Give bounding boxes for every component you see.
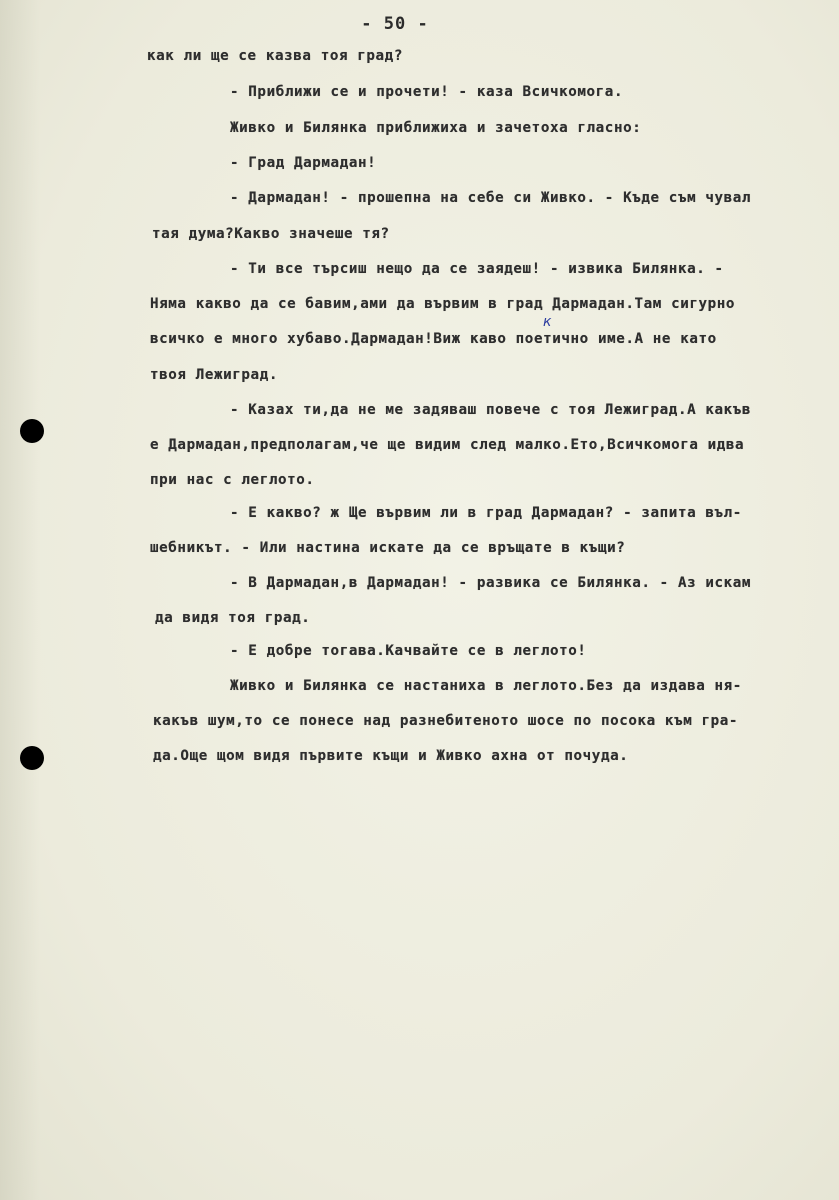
text-line: - В Дармадан,в Дармадан! - развика се Билянка. - Аз искам	[230, 575, 752, 591]
text-line: - Приближи се и прочети! - каза Всичкомога.	[230, 84, 624, 100]
text-line: Живко и Билянка се настаниха в леглото.Без да издава ня-	[230, 678, 742, 694]
handwritten-correction: к	[543, 314, 552, 330]
text-line: - Казах ти,да не ме задяваш повече с тоя Лежиград.А какъв	[230, 402, 752, 418]
punch-hole	[20, 419, 44, 443]
text-line: тая дума?Какво значеше тя?	[152, 226, 390, 242]
text-line: - Дармадан! - прошепна на себе си Живко. - Къде съм чувал	[230, 190, 752, 206]
text-line: при нас с леглото.	[150, 472, 315, 488]
text-line: всичко е много хубаво.Дармадан!Виж каво поетично име.А не като	[150, 331, 717, 347]
text-line: твоя Лежиград.	[150, 367, 278, 383]
text-line: как ли ще се казва тоя град?	[147, 48, 403, 64]
text-line: Няма какво да се бавим,ами да вървим в град Дармадан.Там сигурно	[150, 296, 736, 312]
text-line: - Град Дармадан!	[230, 155, 377, 171]
text-line: е Дармадан,предполагам,че ще видим след малко.Ето,Всичкомога идва	[150, 437, 745, 453]
text-line: - Ти все търсиш нещо да се заядеш! - извика Билянка. -	[230, 261, 724, 277]
text-line: да.Още щом видя първите къщи и Живко ахна от почуда.	[153, 748, 629, 764]
text-line: - Е какво? ж Ще вървим ли в град Дармадан? - запита въл-	[230, 505, 742, 521]
text-line: шебникът. - Или настина искате да се връщате в къщи?	[150, 540, 626, 556]
text-line: какъв шум,то се понесе над разнебитеното шосе по посока към гра-	[153, 713, 739, 729]
text-line: - Е добре тогава.Качвайте се в леглото!	[230, 643, 587, 659]
text-line: да видя тоя град.	[155, 610, 311, 626]
page-edge-shadow	[0, 0, 40, 1200]
text-line: Живко и Билянка приближиха и зачетоха гласно:	[230, 120, 642, 136]
page-number: - 50 -	[361, 14, 429, 34]
punch-hole	[20, 746, 44, 770]
